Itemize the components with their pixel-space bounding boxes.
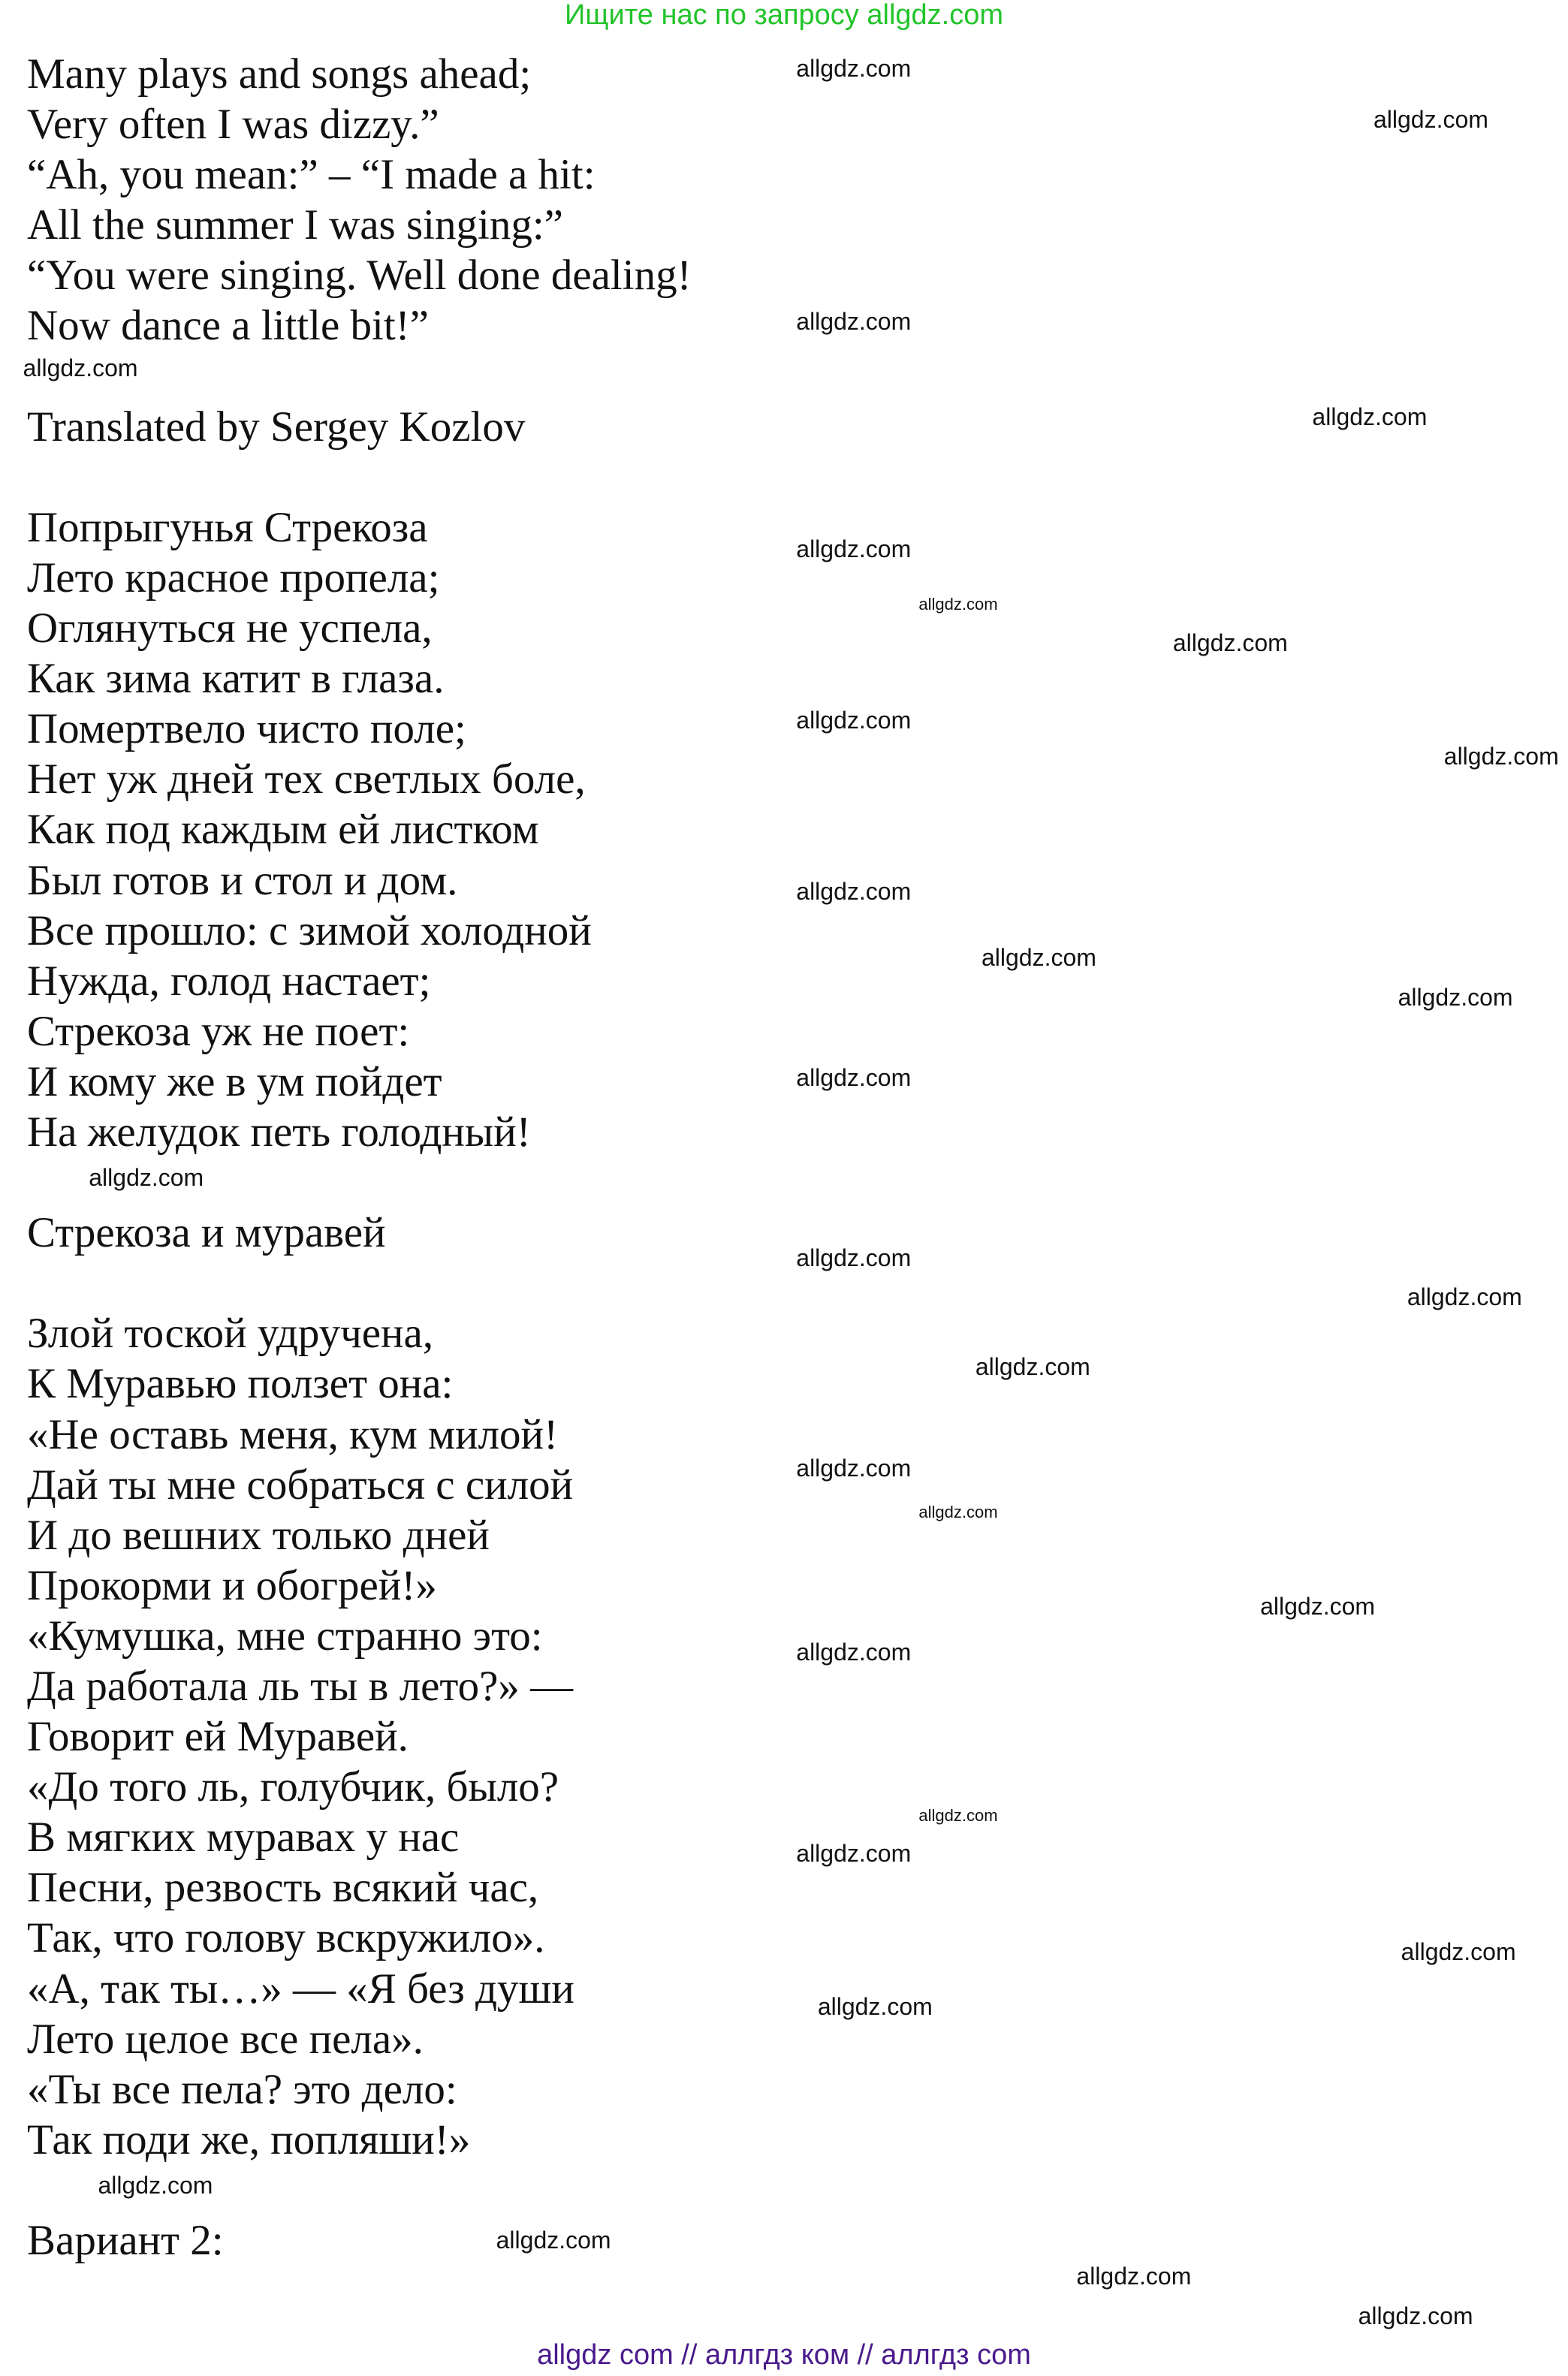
watermark: allgdz.com (1401, 1938, 1516, 1966)
blank-line (27, 1258, 692, 1308)
watermark: allgdz.com (23, 354, 138, 382)
poem-line: Как зима катит в глаза. (27, 655, 445, 703)
watermark: allgdz.com (98, 2171, 213, 2199)
watermark: allgdz.com (796, 1840, 912, 1867)
poem-line: «А, так ты…» — «Я без души (27, 1964, 574, 2013)
footer-links[interactable]: allgdz com // аллгдз ком // аллгдз com (537, 2339, 1031, 2371)
poem-line: Все прошло: с зимой холодной (27, 906, 592, 954)
poem-line: Нужда, голод настает; (27, 957, 431, 1005)
watermark: allgdz.com (1407, 1283, 1522, 1311)
watermark: allgdz.com (817, 1992, 933, 2020)
poem-line: Помертвело чисто поле; (27, 705, 466, 753)
watermark: allgdz.com (796, 877, 912, 905)
poem-line: Так, что голову вскружило». (27, 1914, 545, 1962)
watermark: allgdz.com (918, 1805, 998, 1825)
watermark: allgdz.com (1260, 1593, 1376, 1621)
poem-line: И кому же в ум пойдет (27, 1057, 442, 1105)
watermark: allgdz.com (1358, 2302, 1473, 2329)
poem-line: Как под каждым ей листком (27, 806, 539, 854)
watermark: allgdz.com (796, 706, 912, 734)
poem-line: Дай ты мне собраться с силой (27, 1461, 574, 1509)
poem-line: Попрыгунья Стрекоза (27, 503, 428, 551)
watermark: allgdz.com (496, 2226, 611, 2254)
poem-line: All the summer I was singing:” (27, 201, 563, 249)
poem-line: К Муравью ползет она: (27, 1360, 454, 1408)
poem-line: “Ah, you mean:” – “I made a hit: (27, 151, 596, 199)
poem-line: На желудок петь голодный! (27, 1108, 531, 1156)
watermark: allgdz.com (1312, 403, 1428, 430)
watermark: allgdz.com (1373, 106, 1488, 134)
watermark: allgdz.com (796, 307, 912, 335)
poem-line: И до вешних только дней (27, 1511, 490, 1559)
watermark: allgdz.com (1076, 2263, 1192, 2290)
watermark: allgdz.com (796, 1638, 912, 1666)
poem-line: Был готов и стол и дом. (27, 856, 458, 904)
poem-line: Translated by Sergey Kozlov (27, 403, 526, 451)
poem-line: Лето красное пропела; (27, 553, 440, 602)
watermark: allgdz.com (975, 1353, 1090, 1381)
poem-line: Оглянуться не успела, (27, 605, 433, 653)
poem-line: Вариант 2: (27, 2217, 224, 2265)
blank-line (27, 452, 692, 502)
watermark: allgdz.com (796, 54, 912, 82)
watermark: allgdz.com (918, 1502, 998, 1521)
watermark: allgdz.com (1398, 983, 1513, 1011)
watermark: allgdz.com (1443, 742, 1559, 770)
poem-line: Very often I was dizzy.” (27, 101, 439, 149)
watermark: allgdz.com (981, 944, 1096, 972)
watermark: allgdz.com (918, 595, 998, 614)
poem-line: Так поди же, попляши!» (27, 2115, 471, 2163)
poem-line: Лето целое все пела». (27, 2015, 424, 2063)
watermark: allgdz.com (796, 535, 912, 562)
watermark: allgdz.com (796, 1063, 912, 1091)
poem-line: Нет уж дней тех светлых боле, (27, 755, 586, 804)
poem-line: «До того ль, голубчик, было? (27, 1763, 559, 1811)
watermark: allgdz.com (796, 1455, 912, 1482)
poem-line: Прокорми и обогрей!» (27, 1561, 437, 1609)
poem-line: «Ты все пела? это дело: (27, 2065, 457, 2113)
poem-line: Да работала ль ты в лето?» — (27, 1663, 574, 1710)
search-banner[interactable]: Ищите нас по запросу allgdz.com (564, 0, 1003, 31)
poem-line: Many plays and songs ahead; (27, 50, 532, 98)
poem-line: Now dance a little bit!” (27, 302, 429, 350)
poem-line: «Не оставь меня, кум милой! (27, 1410, 559, 1458)
poem-line: Песни, резвость всякий час, (27, 1864, 539, 1912)
watermark: allgdz.com (89, 1163, 204, 1191)
watermark: allgdz.com (1172, 629, 1288, 656)
poem-line: “You were singing. Well done dealing! (27, 252, 692, 300)
poem-line: Говорит ей Муравей. (27, 1713, 409, 1761)
poem-line: Злой тоской удручена, (27, 1310, 434, 1358)
poem-line: Стрекоза и муравей (27, 1209, 386, 1257)
poem-line: В мягких муравах у нас (27, 1814, 460, 1862)
watermark: allgdz.com (796, 1244, 912, 1271)
poem-line: Стрекоза уж не поет: (27, 1007, 410, 1055)
poem-line: «Кумушка, мне странно это: (27, 1612, 543, 1660)
